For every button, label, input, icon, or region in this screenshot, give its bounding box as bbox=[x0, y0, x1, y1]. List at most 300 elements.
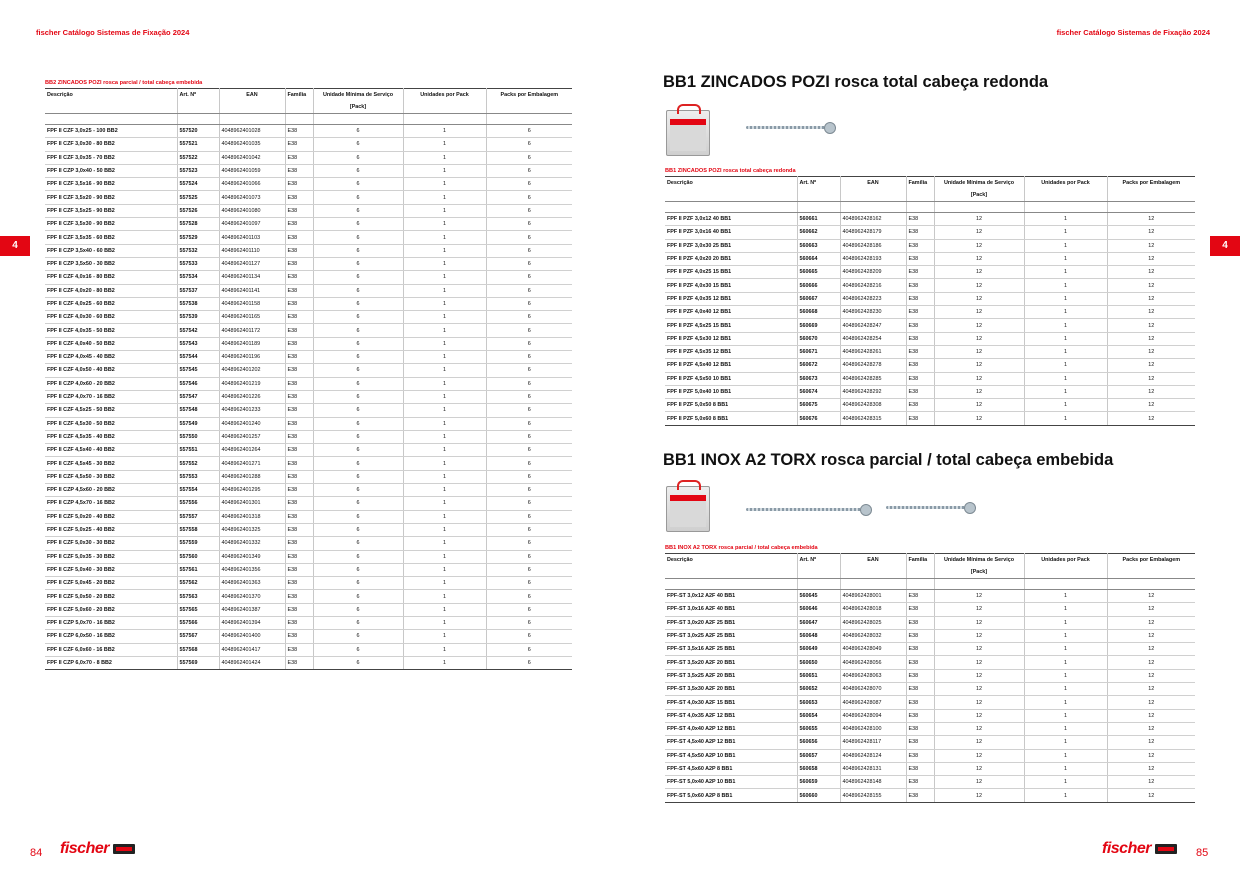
cell-art: 557558 bbox=[177, 523, 219, 536]
cell-ean: 4048962401028 bbox=[219, 125, 285, 138]
cell-ean: 4048962428285 bbox=[840, 372, 906, 385]
cell-ean: 4048962401042 bbox=[219, 151, 285, 164]
cell-unidades-pack: 1 bbox=[403, 404, 486, 417]
table-row bbox=[665, 789, 1195, 802]
cell-familia: E38 bbox=[285, 603, 313, 616]
cell-art: 557522 bbox=[177, 151, 219, 164]
cell-packs-embalagem: 12 bbox=[1107, 306, 1195, 319]
cell-art: 557529 bbox=[177, 231, 219, 244]
cell-unidade-minima: 6 bbox=[313, 470, 403, 483]
cell-ean: 4048962401325 bbox=[219, 523, 285, 536]
cell-packs-embalagem: 6 bbox=[486, 523, 572, 536]
cell-familia: E38 bbox=[906, 789, 934, 802]
cell-ean: 4048962428216 bbox=[840, 279, 906, 292]
cell-descricao: FPF II CZF 4,5x35 - 40 BB2 bbox=[45, 430, 177, 443]
cell-descricao: FPF II CZF 3,5x20 - 90 BB2 bbox=[45, 191, 177, 204]
cell-unidade-minima: 6 bbox=[313, 351, 403, 364]
cell-ean: 4048962428087 bbox=[840, 696, 906, 709]
table-row bbox=[665, 643, 1195, 656]
cell-ean: 4048962401080 bbox=[219, 204, 285, 217]
table-row bbox=[45, 417, 572, 430]
cell-unidades-pack: 1 bbox=[1024, 722, 1107, 735]
cell-art: 560666 bbox=[797, 279, 840, 292]
cell-familia: E38 bbox=[285, 430, 313, 443]
table-row bbox=[45, 125, 572, 138]
cell-descricao: FPF-ST 3,0x16 A2F 40 BB1 bbox=[665, 603, 797, 616]
fischer-logo-left bbox=[60, 840, 135, 858]
cell-unidade-minima: 6 bbox=[313, 218, 403, 231]
cell-packs-embalagem: 12 bbox=[1107, 762, 1195, 775]
table-row bbox=[665, 709, 1195, 722]
cell-ean: 4048962428193 bbox=[840, 252, 906, 265]
col-familia: Família bbox=[906, 554, 934, 567]
cell-unidade-minima: 6 bbox=[313, 231, 403, 244]
cell-packs-embalagem: 12 bbox=[1107, 372, 1195, 385]
table-row bbox=[45, 364, 572, 377]
cell-art: 560672 bbox=[797, 359, 840, 372]
cell-packs-embalagem: 12 bbox=[1107, 226, 1195, 239]
cell-descricao: FPF-ST 3,0x20 A2F 25 BB1 bbox=[665, 616, 797, 629]
cell-familia: E38 bbox=[906, 226, 934, 239]
cell-art: 557538 bbox=[177, 297, 219, 310]
col-unidade-minima: Unidade Mínima de Serviço bbox=[934, 554, 1024, 567]
screw-icon bbox=[886, 506, 966, 509]
cell-familia: E38 bbox=[285, 457, 313, 470]
cell-unidade-minima: 12 bbox=[934, 616, 1024, 629]
cell-ean: 4048962401196 bbox=[219, 351, 285, 364]
cell-ean: 4048962428063 bbox=[840, 669, 906, 682]
cell-unidades-pack: 1 bbox=[1024, 616, 1107, 629]
col-unidades-pack: Unidades por Pack bbox=[1024, 554, 1107, 567]
cell-unidades-pack: 1 bbox=[1024, 669, 1107, 682]
cell-descricao: FPF-ST 3,0x12 A2F 40 BB1 bbox=[665, 590, 797, 603]
cell-unidade-minima: 6 bbox=[313, 484, 403, 497]
cell-familia: E38 bbox=[285, 218, 313, 231]
cell-unidade-minima: 6 bbox=[313, 417, 403, 430]
cell-unidades-pack: 1 bbox=[403, 311, 486, 324]
cell-descricao: FPF II CZP 6,0x70 - 8 BB2 bbox=[45, 656, 177, 669]
cell-descricao: FPF II CZF 3,0x25 - 100 BB2 bbox=[45, 125, 177, 138]
cell-descricao: FPF II PZF 3,0x16 40 BB1 bbox=[665, 226, 797, 239]
table-row bbox=[665, 669, 1195, 682]
cell-unidades-pack: 1 bbox=[403, 257, 486, 270]
logo-wordmark: fischer bbox=[1102, 840, 1151, 857]
cell-unidade-minima: 6 bbox=[313, 497, 403, 510]
cell-ean: 4048962401073 bbox=[219, 191, 285, 204]
cell-familia: E38 bbox=[285, 244, 313, 257]
cell-unidades-pack: 1 bbox=[1024, 603, 1107, 616]
bb2-table bbox=[45, 88, 572, 670]
cell-descricao: FPF II CZP 4,0x60 - 20 BB2 bbox=[45, 377, 177, 390]
cell-unidades-pack: 1 bbox=[403, 470, 486, 483]
cell-ean: 4048962401059 bbox=[219, 164, 285, 177]
cell-packs-embalagem: 12 bbox=[1107, 776, 1195, 789]
table-row bbox=[665, 359, 1195, 372]
cell-familia: E38 bbox=[285, 590, 313, 603]
cell-ean: 4048962401134 bbox=[219, 271, 285, 284]
cell-packs-embalagem: 6 bbox=[486, 417, 572, 430]
cell-packs-embalagem: 12 bbox=[1107, 643, 1195, 656]
table-row bbox=[45, 218, 572, 231]
cell-unidades-pack: 1 bbox=[1024, 359, 1107, 372]
cell-descricao: FPF II PZF 5,0x50 8 BB1 bbox=[665, 399, 797, 412]
table-row bbox=[45, 616, 572, 629]
table-row bbox=[45, 191, 572, 204]
cell-familia: E38 bbox=[285, 271, 313, 284]
cell-art: 557537 bbox=[177, 284, 219, 297]
cell-packs-embalagem: 12 bbox=[1107, 629, 1195, 642]
cell-ean: 4048962401141 bbox=[219, 284, 285, 297]
cell-descricao: FPF II CZF 5,0x30 - 30 BB2 bbox=[45, 537, 177, 550]
cell-ean: 4048962401035 bbox=[219, 138, 285, 151]
cell-unidades-pack: 1 bbox=[403, 656, 486, 669]
cell-art: 557559 bbox=[177, 537, 219, 550]
cell-art: 557566 bbox=[177, 616, 219, 629]
col-packs-embalagem: Packs por Embalagem bbox=[486, 89, 572, 102]
cell-art: 557548 bbox=[177, 404, 219, 417]
cell-unidade-minima: 6 bbox=[313, 257, 403, 270]
cell-familia: E38 bbox=[906, 762, 934, 775]
cell-art: 560658 bbox=[797, 762, 840, 775]
cell-unidade-minima: 12 bbox=[934, 319, 1024, 332]
cell-art: 560652 bbox=[797, 683, 840, 696]
cell-familia: E38 bbox=[285, 563, 313, 576]
cell-ean: 4048962428018 bbox=[840, 603, 906, 616]
cell-ean: 4048962401264 bbox=[219, 444, 285, 457]
cell-ean: 4048962401233 bbox=[219, 404, 285, 417]
cell-art: 557567 bbox=[177, 630, 219, 643]
cell-descricao: FPF II PZF 5,0x60 8 BB1 bbox=[665, 412, 797, 425]
cell-familia: E38 bbox=[906, 385, 934, 398]
cell-packs-embalagem: 12 bbox=[1107, 252, 1195, 265]
cell-familia: E38 bbox=[906, 722, 934, 735]
cell-unidade-minima: 6 bbox=[313, 125, 403, 138]
cell-art: 560653 bbox=[797, 696, 840, 709]
cell-unidades-pack: 1 bbox=[1024, 412, 1107, 425]
cell-unidade-minima: 6 bbox=[313, 603, 403, 616]
table-row bbox=[45, 457, 572, 470]
cell-familia: E38 bbox=[906, 252, 934, 265]
cell-art: 560656 bbox=[797, 736, 840, 749]
cell-ean: 4048962401356 bbox=[219, 563, 285, 576]
cell-unidade-minima: 6 bbox=[313, 430, 403, 443]
cell-unidades-pack: 1 bbox=[403, 337, 486, 350]
cell-unidade-minima: 12 bbox=[934, 683, 1024, 696]
cell-familia: E38 bbox=[906, 590, 934, 603]
cell-packs-embalagem: 6 bbox=[486, 390, 572, 403]
cell-familia: E38 bbox=[285, 497, 313, 510]
cell-unidades-pack: 1 bbox=[1024, 279, 1107, 292]
cell-ean: 4048962401295 bbox=[219, 484, 285, 497]
cell-packs-embalagem: 12 bbox=[1107, 332, 1195, 345]
cell-unidades-pack: 1 bbox=[403, 297, 486, 310]
cell-unidade-minima: 6 bbox=[313, 577, 403, 590]
cell-descricao: FPF II CZF 5,0x50 - 20 BB2 bbox=[45, 590, 177, 603]
cell-ean: 4048962428070 bbox=[840, 683, 906, 696]
col-packs-embalagem: Packs por Embalagem bbox=[1107, 177, 1195, 190]
cell-packs-embalagem: 6 bbox=[486, 537, 572, 550]
cell-art: 560657 bbox=[797, 749, 840, 762]
cell-ean: 4048962401127 bbox=[219, 257, 285, 270]
cell-descricao: FPF II CZP 3,0x40 - 50 BB2 bbox=[45, 164, 177, 177]
col-unidade-sub: [Pack] bbox=[934, 189, 1024, 202]
cell-art: 560670 bbox=[797, 332, 840, 345]
cell-descricao: FPF II PZF 3,0x12 40 BB1 bbox=[665, 213, 797, 226]
cell-familia: E38 bbox=[285, 284, 313, 297]
cell-art: 557546 bbox=[177, 377, 219, 390]
cell-packs-embalagem: 12 bbox=[1107, 213, 1195, 226]
cell-packs-embalagem: 6 bbox=[486, 550, 572, 563]
page-number-right: 85 bbox=[1196, 847, 1209, 859]
col-descricao: Descrição bbox=[45, 89, 177, 102]
cell-familia: E38 bbox=[285, 151, 313, 164]
cell-unidade-minima: 6 bbox=[313, 537, 403, 550]
cell-unidades-pack: 1 bbox=[1024, 239, 1107, 252]
cell-unidade-minima: 6 bbox=[313, 656, 403, 669]
cell-packs-embalagem: 12 bbox=[1107, 345, 1195, 358]
col-descricao: Descrição bbox=[665, 554, 797, 567]
cell-unidade-minima: 6 bbox=[313, 550, 403, 563]
cell-art: 560671 bbox=[797, 345, 840, 358]
cell-familia: E38 bbox=[285, 364, 313, 377]
table-row bbox=[45, 444, 572, 457]
cell-art: 557520 bbox=[177, 125, 219, 138]
cell-unidades-pack: 1 bbox=[403, 497, 486, 510]
cell-unidade-minima: 12 bbox=[934, 722, 1024, 735]
cell-familia: E38 bbox=[906, 292, 934, 305]
bb1-zinc-table bbox=[665, 176, 1195, 426]
cell-packs-embalagem: 6 bbox=[486, 271, 572, 284]
cell-packs-embalagem: 12 bbox=[1107, 722, 1195, 735]
cell-descricao: FPF II CZF 3,5x30 - 90 BB2 bbox=[45, 218, 177, 231]
cell-art: 557528 bbox=[177, 218, 219, 231]
cell-unidade-minima: 6 bbox=[313, 563, 403, 576]
cell-unidades-pack: 1 bbox=[403, 324, 486, 337]
cell-packs-embalagem: 12 bbox=[1107, 266, 1195, 279]
cell-unidades-pack: 1 bbox=[403, 523, 486, 536]
cell-packs-embalagem: 12 bbox=[1107, 590, 1195, 603]
cell-descricao: FPF-ST 4,5x60 A2P 8 BB1 bbox=[665, 762, 797, 775]
cell-packs-embalagem: 6 bbox=[486, 643, 572, 656]
cell-unidade-minima: 12 bbox=[934, 372, 1024, 385]
cell-art: 560667 bbox=[797, 292, 840, 305]
table-row bbox=[665, 629, 1195, 642]
col-ean: EAN bbox=[840, 554, 906, 567]
cell-unidades-pack: 1 bbox=[403, 377, 486, 390]
cell-packs-embalagem: 12 bbox=[1107, 319, 1195, 332]
col-unidade-sub: [Pack] bbox=[934, 566, 1024, 579]
cell-packs-embalagem: 12 bbox=[1107, 616, 1195, 629]
cell-packs-embalagem: 12 bbox=[1107, 385, 1195, 398]
cell-packs-embalagem: 6 bbox=[486, 364, 572, 377]
cell-unidade-minima: 6 bbox=[313, 444, 403, 457]
table-row bbox=[665, 762, 1195, 775]
cell-ean: 4048962428247 bbox=[840, 319, 906, 332]
table-row bbox=[665, 736, 1195, 749]
table-row bbox=[665, 226, 1195, 239]
logo-badge-icon bbox=[1155, 844, 1177, 854]
cell-ean: 4048962401172 bbox=[219, 324, 285, 337]
cell-unidades-pack: 1 bbox=[1024, 736, 1107, 749]
cell-unidades-pack: 1 bbox=[403, 630, 486, 643]
cell-ean: 4048962428315 bbox=[840, 412, 906, 425]
cell-familia: E38 bbox=[285, 444, 313, 457]
bb1-inox-title: BB1 INOX A2 TORX rosca parcial / total cabeça embebida bbox=[663, 451, 1114, 469]
cell-unidades-pack: 1 bbox=[403, 284, 486, 297]
cell-unidades-pack: 1 bbox=[403, 151, 486, 164]
cell-descricao: FPF II CZF 4,0x35 - 50 BB2 bbox=[45, 324, 177, 337]
cell-packs-embalagem: 6 bbox=[486, 470, 572, 483]
cell-familia: E38 bbox=[906, 683, 934, 696]
cell-descricao: FPF II CZP 5,0x70 - 16 BB2 bbox=[45, 616, 177, 629]
cell-familia: E38 bbox=[906, 616, 934, 629]
table-row bbox=[665, 412, 1195, 425]
cell-unidades-pack: 1 bbox=[403, 603, 486, 616]
cell-descricao: FPF-ST 4,0x30 A2F 15 BB1 bbox=[665, 696, 797, 709]
bb1-inox-caption: BB1 INOX A2 TORX rosca parcial / total cabeça embebida bbox=[665, 545, 818, 551]
cell-unidade-minima: 12 bbox=[934, 629, 1024, 642]
cell-descricao: FPF II CZP 3,5x50 - 30 BB2 bbox=[45, 257, 177, 270]
table-row bbox=[665, 696, 1195, 709]
cell-art: 560676 bbox=[797, 412, 840, 425]
cell-descricao: FPF II CZF 3,5x25 - 90 BB2 bbox=[45, 204, 177, 217]
cell-unidade-minima: 12 bbox=[934, 266, 1024, 279]
cell-packs-embalagem: 6 bbox=[486, 164, 572, 177]
cell-packs-embalagem: 6 bbox=[486, 603, 572, 616]
cell-ean: 4048962401417 bbox=[219, 643, 285, 656]
cell-packs-embalagem: 6 bbox=[486, 204, 572, 217]
cell-familia: E38 bbox=[285, 404, 313, 417]
cell-packs-embalagem: 6 bbox=[486, 311, 572, 324]
cell-art: 560647 bbox=[797, 616, 840, 629]
cell-familia: E38 bbox=[285, 390, 313, 403]
cell-descricao: FPF II CZF 4,0x30 - 60 BB2 bbox=[45, 311, 177, 324]
cell-art: 557524 bbox=[177, 178, 219, 191]
cell-unidades-pack: 1 bbox=[403, 537, 486, 550]
table-row bbox=[665, 385, 1195, 398]
cell-familia: E38 bbox=[285, 643, 313, 656]
cell-unidades-pack: 1 bbox=[403, 164, 486, 177]
package-box-icon bbox=[666, 486, 710, 532]
cell-familia: E38 bbox=[906, 332, 934, 345]
cell-art: 557543 bbox=[177, 337, 219, 350]
table-row bbox=[45, 351, 572, 364]
cell-descricao: FPF II CZP 4,5x70 - 16 BB2 bbox=[45, 497, 177, 510]
table-row bbox=[45, 257, 572, 270]
cell-unidades-pack: 1 bbox=[1024, 749, 1107, 762]
table-row bbox=[45, 523, 572, 536]
cell-descricao: FPF II CZF 3,5x35 - 60 BB2 bbox=[45, 231, 177, 244]
cell-ean: 4048962401271 bbox=[219, 457, 285, 470]
cell-unidade-minima: 6 bbox=[313, 164, 403, 177]
cell-unidade-minima: 12 bbox=[934, 789, 1024, 802]
cell-descricao: FPF-ST 3,5x16 A2F 25 BB1 bbox=[665, 643, 797, 656]
cell-ean: 4048962428148 bbox=[840, 776, 906, 789]
cell-unidade-minima: 12 bbox=[934, 776, 1024, 789]
cell-unidade-minima: 6 bbox=[313, 390, 403, 403]
cell-packs-embalagem: 6 bbox=[486, 138, 572, 151]
cell-familia: E38 bbox=[906, 239, 934, 252]
table-row bbox=[45, 284, 572, 297]
cell-art: 560673 bbox=[797, 372, 840, 385]
table-row bbox=[665, 306, 1195, 319]
cell-unidades-pack: 1 bbox=[403, 484, 486, 497]
cell-unidades-pack: 1 bbox=[1024, 306, 1107, 319]
cell-familia: E38 bbox=[906, 603, 934, 616]
cell-art: 560648 bbox=[797, 629, 840, 642]
table-row bbox=[45, 151, 572, 164]
cell-unidades-pack: 1 bbox=[1024, 345, 1107, 358]
cell-art: 557563 bbox=[177, 590, 219, 603]
table-row bbox=[45, 204, 572, 217]
cell-ean: 4048962401257 bbox=[219, 430, 285, 443]
fischer-logo-right bbox=[1102, 840, 1177, 858]
cell-descricao: FPF-ST 3,5x25 A2F 20 BB1 bbox=[665, 669, 797, 682]
cell-familia: E38 bbox=[906, 776, 934, 789]
table-row bbox=[665, 590, 1195, 603]
cell-ean: 4048962401165 bbox=[219, 311, 285, 324]
table-row bbox=[45, 630, 572, 643]
cell-unidades-pack: 1 bbox=[1024, 266, 1107, 279]
cell-packs-embalagem: 6 bbox=[486, 404, 572, 417]
cell-unidade-minima: 6 bbox=[313, 510, 403, 523]
cell-ean: 4048962401400 bbox=[219, 630, 285, 643]
cell-art: 557552 bbox=[177, 457, 219, 470]
cell-descricao: FPF II PZF 5,0x40 10 BB1 bbox=[665, 385, 797, 398]
cell-unidade-minima: 6 bbox=[313, 457, 403, 470]
cell-unidades-pack: 1 bbox=[1024, 643, 1107, 656]
cell-descricao: FPF II CZF 4,5x45 - 30 BB2 bbox=[45, 457, 177, 470]
cell-unidade-minima: 6 bbox=[313, 178, 403, 191]
table-row bbox=[45, 377, 572, 390]
cell-ean: 4048962428254 bbox=[840, 332, 906, 345]
cell-art: 560651 bbox=[797, 669, 840, 682]
cell-unidades-pack: 1 bbox=[403, 231, 486, 244]
cell-descricao: FPF II CZF 4,0x16 - 80 BB2 bbox=[45, 271, 177, 284]
cell-ean: 4048962401363 bbox=[219, 577, 285, 590]
cell-unidade-minima: 12 bbox=[934, 696, 1024, 709]
cell-packs-embalagem: 12 bbox=[1107, 789, 1195, 802]
cell-packs-embalagem: 6 bbox=[486, 510, 572, 523]
cell-ean: 4048962401103 bbox=[219, 231, 285, 244]
page-header-left: fischer Catálogo Sistemas de Fixação 2024 bbox=[36, 28, 190, 37]
cell-ean: 4048962428162 bbox=[840, 213, 906, 226]
screw-icon bbox=[746, 508, 862, 511]
cell-ean: 4048962428001 bbox=[840, 590, 906, 603]
cell-packs-embalagem: 6 bbox=[486, 590, 572, 603]
cell-art: 560661 bbox=[797, 213, 840, 226]
cell-ean: 4048962401301 bbox=[219, 497, 285, 510]
table-row bbox=[665, 266, 1195, 279]
cell-unidades-pack: 1 bbox=[403, 550, 486, 563]
cell-unidade-minima: 12 bbox=[934, 669, 1024, 682]
cell-packs-embalagem: 6 bbox=[486, 563, 572, 576]
table-row bbox=[665, 213, 1195, 226]
table-row bbox=[665, 776, 1195, 789]
col-art: Art. Nº bbox=[797, 177, 840, 190]
cell-packs-embalagem: 6 bbox=[486, 497, 572, 510]
cell-art: 557533 bbox=[177, 257, 219, 270]
table-row bbox=[665, 319, 1195, 332]
cell-art: 557544 bbox=[177, 351, 219, 364]
cell-familia: E38 bbox=[906, 319, 934, 332]
table-row bbox=[665, 749, 1195, 762]
cell-unidades-pack: 1 bbox=[403, 643, 486, 656]
cell-descricao: FPF-ST 4,5x50 A2P 10 BB1 bbox=[665, 749, 797, 762]
cell-descricao: FPF II PZF 4,5x30 12 BB1 bbox=[665, 332, 797, 345]
table-row bbox=[45, 390, 572, 403]
cell-descricao: FPF II CZF 4,0x50 - 40 BB2 bbox=[45, 364, 177, 377]
